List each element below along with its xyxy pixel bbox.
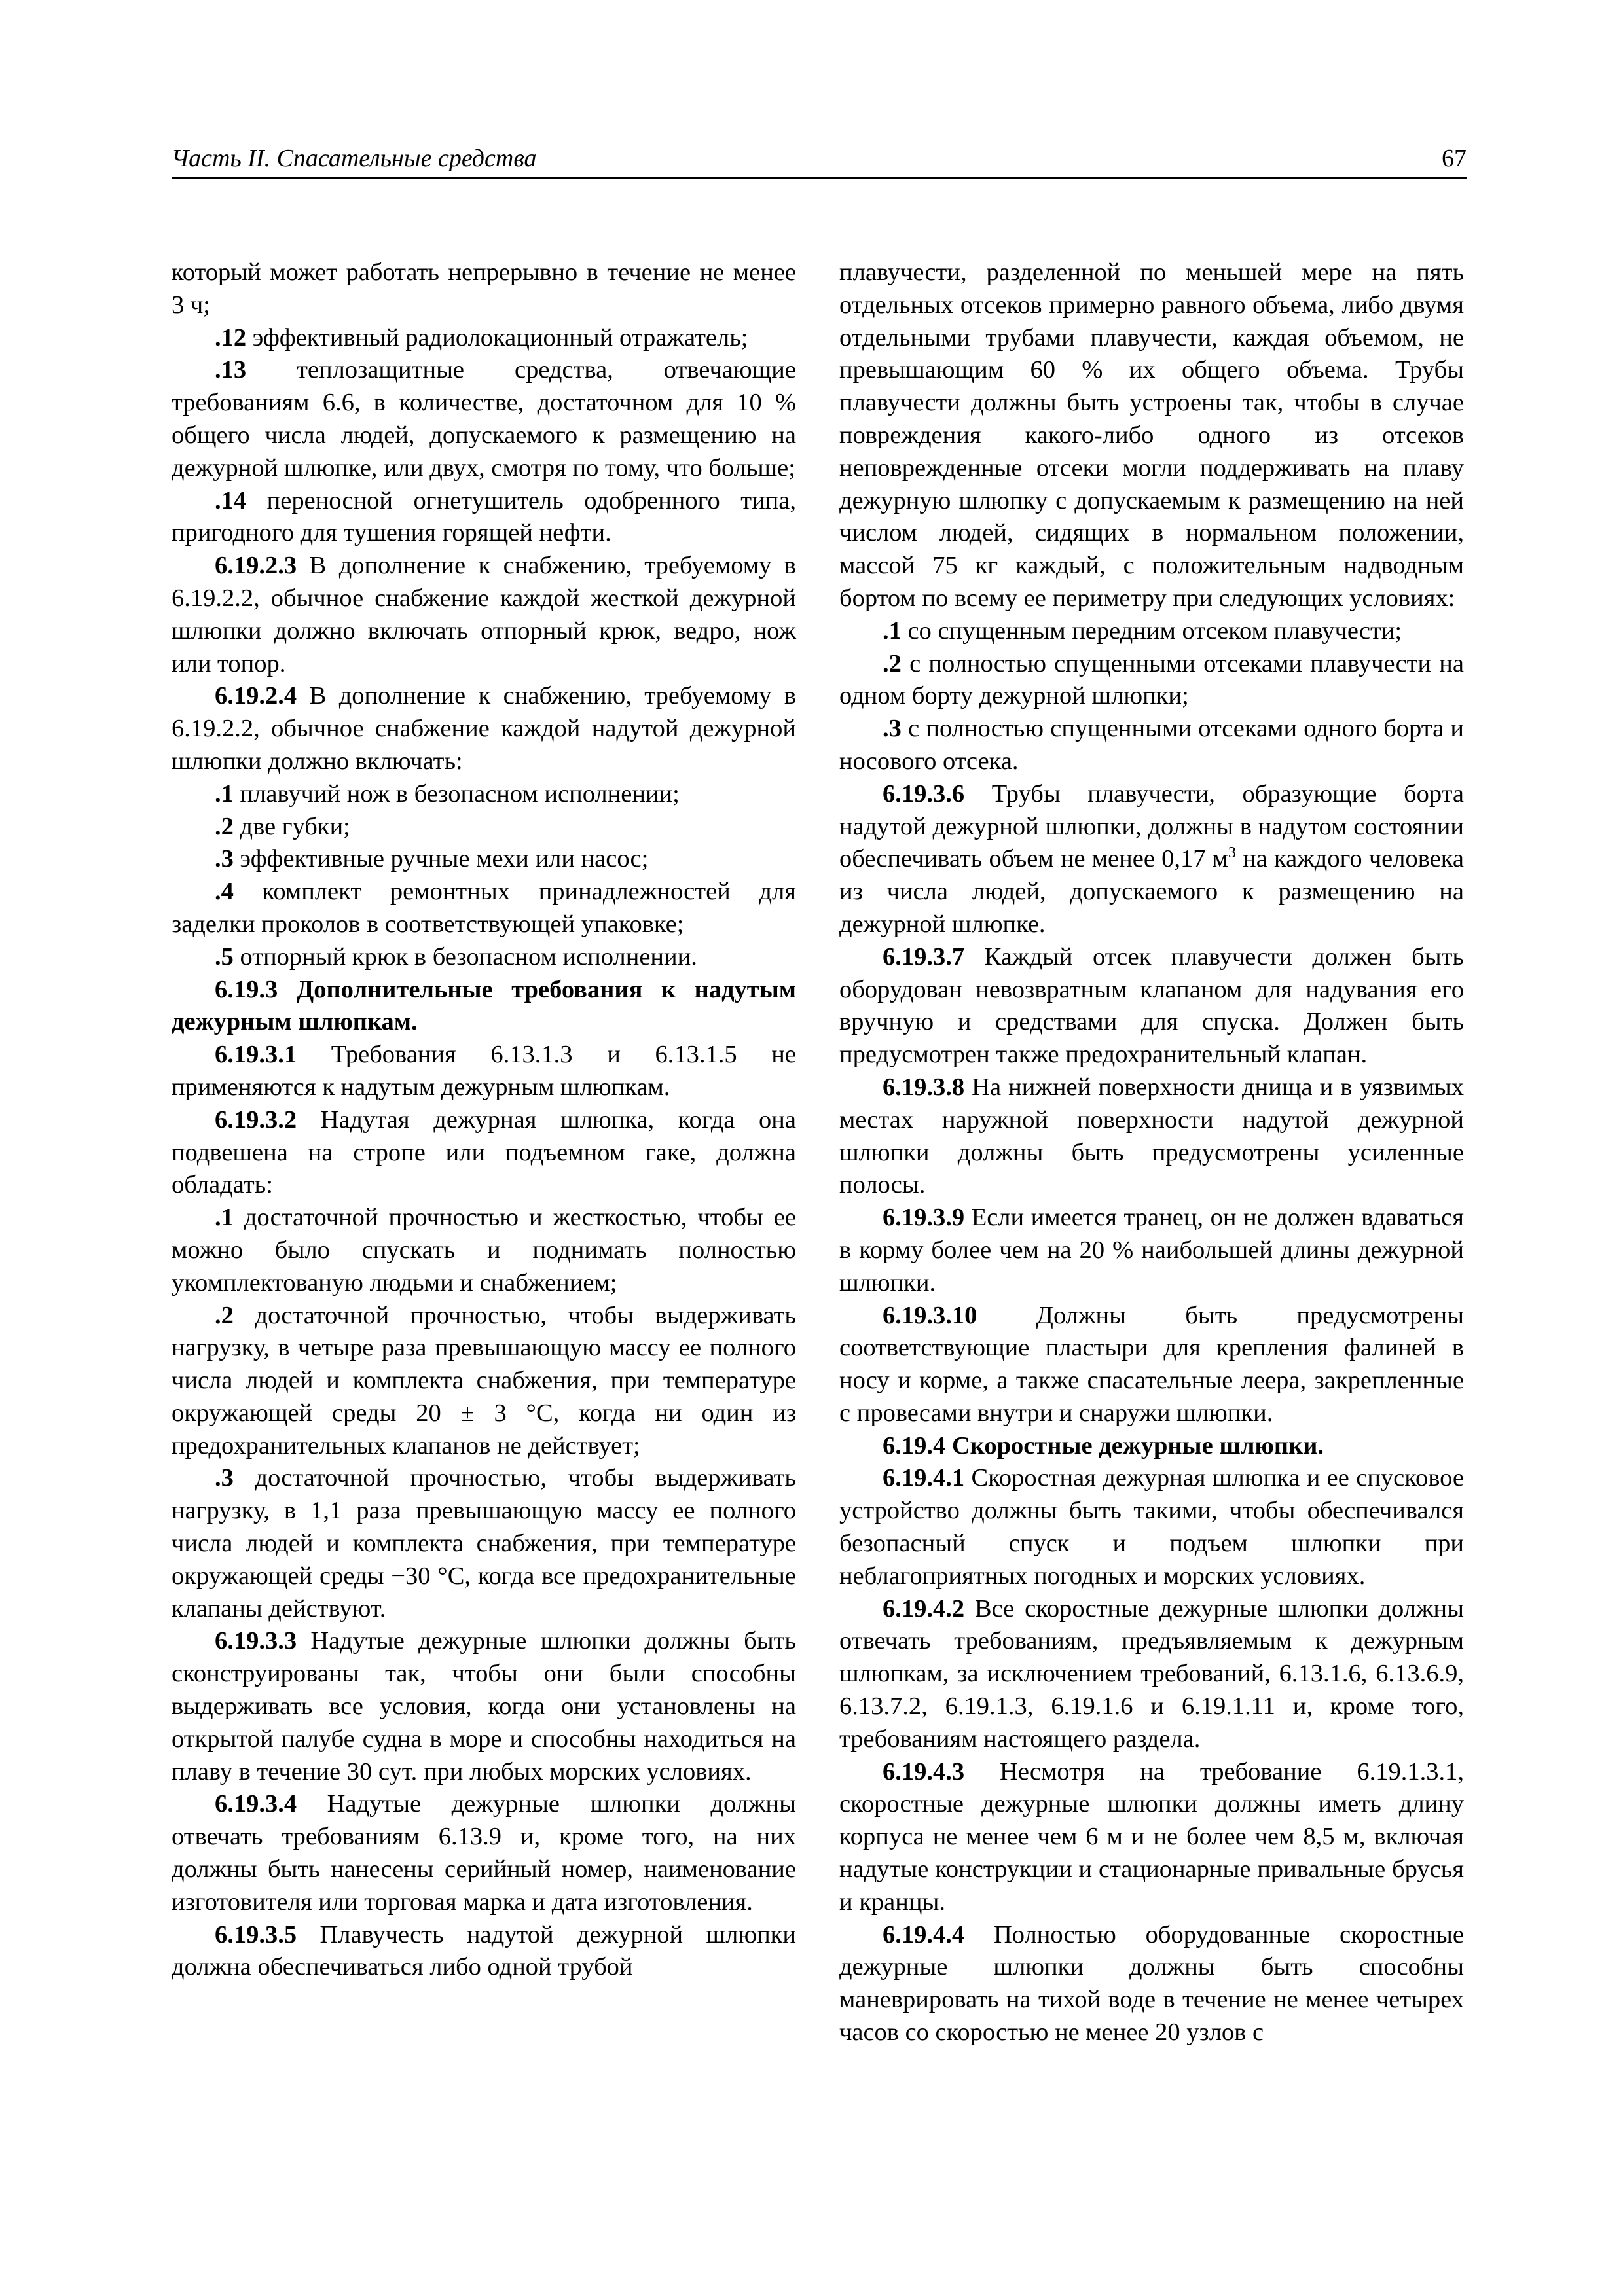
clause: 6.19.3.4 Надутые дежурные шлюпки должны отвечать требованиям 6.13.9 и, кроме того, на них должны быть нанесены серийный номер, наименование изготовителя или торговая марка и дата изготовления. xyxy=(172,1790,796,1916)
list-item: .5 отпорный крюк в безопасном исполнении. xyxy=(215,942,697,971)
header-title: Часть II. Спасательные средства xyxy=(172,145,537,172)
clause: 6.19.3.6 Трубы плавучести, образующие борта надутой дежурной шлюпки, должны в надутом состоянии обеспечивать объем не менее 0,17 $м^3$ на каждого человека из числа людей, допускаемого к размещению на дежурной шлюпке. xyxy=(839,780,1464,938)
running-header xyxy=(172,144,1467,178)
list-item: .4 комплект ремонтных принадлежностей для заделки проколов в соответствующей упаковке; xyxy=(172,878,796,938)
clause: 6.19.2.3 В дополнение к снабжению, требуемому в 6.19.2.2, обычное снабжение каждой жесткой дежурной шлюпки должно включать отпорный крюк, ведро, нож или топор. xyxy=(172,552,796,677)
header-rule xyxy=(172,177,1467,179)
list-item: .3 с полностью спущенными отсеками одного борта и носового отсека. xyxy=(839,715,1464,775)
clause: 6.19.3.8 На нижней поверхности днища и в уязвимых местах наружной поверхности надутой дежурной шлюпки должны быть предусмотрены усиленные полосы. xyxy=(839,1073,1464,1199)
clause: 6.19.3.9 Если имеется транец, он не должен вдаваться в корму более чем на 20 % наибольшей длины дежурной шлюпки. xyxy=(839,1204,1464,1297)
section-heading: 6.19.3 Дополнительные требования к надутым дежурным шлюпкам. xyxy=(172,975,796,1036)
clause: 6.19.3.10 Должны быть предусмотрены соответствующие пластыри для крепления фалиней в носу и корме, а также спасательные леера, закрепленные с провесами внутри и снаружи шлюпки. xyxy=(839,1301,1464,1427)
clause: 6.19.4.4 Полностью оборудованные скоростные дежурные шлюпки должны быть способны маневрировать на тихой воде в течение не менее четырех часов со скоростью не менее 20 узлов с xyxy=(839,1920,1464,2047)
clause: 6.19.3.5 Плавучесть надутой дежурной шлюпки должна обеспечиваться либо одной трубой xyxy=(172,1920,796,1981)
clause: 6.19.4.1 Скоростная дежурная шлюпка и ее спусковое устройство должны быть такими, чтобы обеспечивался безопасный спуск и подъем шлюпки при неблагоприятных погодных и морских условиях. xyxy=(839,1464,1464,1590)
section-heading: 6.19.4 Скоростные дежурные шлюпки. xyxy=(883,1431,1324,1460)
paragraph: плавучести, разделенной по меньшей мере на пять отдельных отсеков примерно равного объема, либо двумя отдельными трубами плавучести, каждая объемом, не превышающим 60 % их общего объема. Трубы плавучести должны быть устроены так, чтобы в случае повреждения какого-либо одного из отсеков неповрежденные отсеки могли поддерживать на плаву дежурную шлюпку с допускаемым к размещению на ней числом людей, сидящих в нормальном положении, массой 75 кг каждый, с положительным надводным бортом по всему ее периметру при следующих условиях: xyxy=(839,259,1464,612)
list-item: .2 две губки; xyxy=(215,812,350,840)
clause: 6.19.3.3 Надутые дежурные шлюпки должны быть сконструированы так, чтобы они были способны выдерживать все условия, когда они установлены на открытой палубе судна в море и способны находиться на плаву в течение 30 сут. при любых морских условиях. xyxy=(172,1627,796,1785)
clause: 6.19.3.1 Требования 6.13.1.3 и 6.13.1.5 не применяются к надутым дежурным шлюпкам. xyxy=(172,1041,796,1101)
clause: 6.19.4.2 Все скоростные дежурные шлюпки должны отвечать требованиям, предъявляемым к дежурным шлюпкам, за исключением требований, 6.13.1.6, 6.13.6.9, 6.13.7.2, 6.19.1.3, 6.19.1.6 и 6.19.1.11 и, кроме того, требованиям настоящего раздела. xyxy=(839,1594,1464,1753)
clause: 6.19.3.7 Каждый отсек плавучести должен быть оборудован невозвратным клапаном для надувания его вручную и средствами для спуска. Должен быть предусмотрен также предохранительный клапан. xyxy=(839,942,1464,1069)
list-item: .2 с полностью спущенными отсеками плавучести на одном борту дежурной шлюпки; xyxy=(839,649,1464,710)
list-item: .14 переносной огнетушитель одобренного типа, пригодного для тушения горящей нефти. xyxy=(172,486,796,547)
clause: 6.19.3.2 Надутая дежурная шлюпка, когда она подвешена на стропе или подъемном гаке, должна обладать: xyxy=(172,1105,796,1199)
left-column xyxy=(172,257,796,1984)
clause: 6.19.2.4 В дополнение к снабжению, требуемому в 6.19.2.2, обычное снабжение каждой надутой дежурной шлюпки должно включать: xyxy=(172,682,796,775)
list-item: .1 плавучий нож в безопасном исполнении; xyxy=(215,780,680,808)
clause: 6.19.4.3 Несмотря на требование 6.19.1.3.1, скоростные дежурные шлюпки должны иметь длину корпуса не менее чем 6 м и не более чем 8,5 м, включая надутые конструкции и стационарные привальные брусья и кранцы. xyxy=(839,1757,1464,1916)
list-item: .3 эффективные ручные мехи или насос; xyxy=(215,845,649,873)
list-item: .2 достаточной прочностью, чтобы выдерживать нагрузку, в четыре раза превышающую массу ее полного числа людей и комплекта снабжения, при температуре окружающей среды 20 ± 3 °С, когда ни один из предохранительных клапанов не действует; xyxy=(172,1301,796,1460)
paragraph: который может работать непрерывно в течение не менее 3 ч; xyxy=(172,259,796,319)
list-item: .12 эффективный радиолокационный отражатель; xyxy=(215,323,748,351)
right-column xyxy=(839,257,1464,2049)
page-number: 67 xyxy=(1442,145,1467,172)
list-item: .1 со спущенным передним отсеком плавучести; xyxy=(883,617,1402,645)
list-item: .1 достаточной прочностью и жесткостью, чтобы ее можно было спускать и поднимать полностью укомплектованую людьми и снабжением; xyxy=(172,1204,796,1297)
list-item: .13 теплозащитные средства, отвечающие требованиям 6.6, в количестве, достаточном для 10 % общего числа людей, допускаемого к размещению на дежурной шлюпке, или двух, смотря по тому, что больше; xyxy=(172,356,796,482)
list-item: .3 достаточной прочностью, чтобы выдерживать нагрузку, в 1,1 раза превышающую массу ее полного числа людей и комплекта снабжения, при температуре окружающей среды −30 °С, когда все предохранительные клапаны действуют. xyxy=(172,1464,796,1623)
